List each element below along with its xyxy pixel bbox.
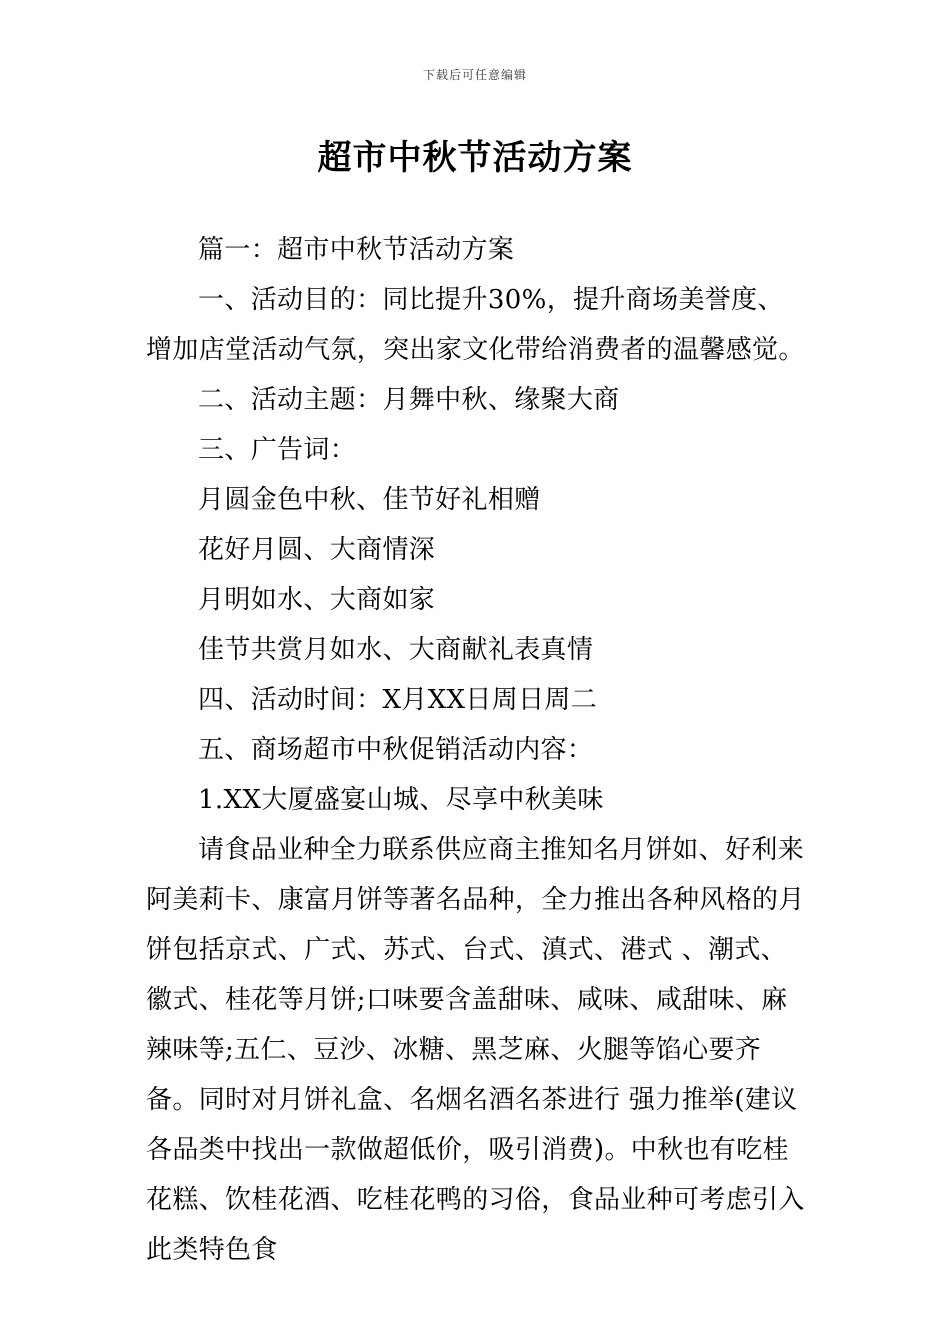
paragraph-slogan: 花好月圆、大商情深 bbox=[198, 535, 436, 565]
paragraph-slogan: 佳节共赏月如水、大商献礼表真情 bbox=[198, 635, 594, 665]
header-note: 下载后可任意编辑 bbox=[422, 68, 527, 82]
document-body bbox=[146, 225, 808, 1275]
paragraph-item-heading: 1.XX大厦盛宴山城、尽享中秋美味 bbox=[198, 785, 604, 815]
paragraph-time: 四、活动时间：X月XX日周日周二 bbox=[198, 685, 598, 715]
paragraph-content-heading: 五、商场超市中秋促销活动内容： bbox=[198, 735, 594, 765]
paragraph-section-heading: 篇一：超市中秋节活动方案 bbox=[198, 235, 515, 265]
paragraph-slogans-heading: 三、广告词： bbox=[198, 435, 357, 465]
paragraph-theme: 二、活动主题：月舞中秋、缘聚大商 bbox=[198, 385, 620, 415]
document-title: 超市中秋节活动方案 bbox=[317, 138, 633, 178]
paragraph-slogan: 月明如水、大商如家 bbox=[198, 585, 436, 615]
paragraph-purpose: 一、活动目的：同比提升30%，提升商场美誉度、增加店堂活动气氛，突出家文化带给消费者的温馨感觉。 bbox=[146, 285, 805, 365]
paragraph-item-body: 请食品业种全力联系供应商主推知名月饼如、好利来阿美莉卡、康富月饼等著名品种，全力推出各种风格的月饼包括京式、广式、苏式、台式、滇式、港式 、潮式、徽式、桂花等月饼;口味要含盖甜味、咸味、咸甜味、麻辣味等;五仁、豆沙、冰糖、黑芝麻、火腿等馅心要齐备。同时对月饼礼盒、名烟名酒名茶进行 强力推举(建议各品类中找出一款做超低价，吸引消费)。中秋也有吃桂花糕、饮桂花酒、吃桂花鸭的习俗，食品业种可考虑引入此类特色食 bbox=[146, 835, 805, 1265]
paragraph-slogan: 月圆金色中秋、佳节好礼相赠 bbox=[198, 485, 541, 515]
